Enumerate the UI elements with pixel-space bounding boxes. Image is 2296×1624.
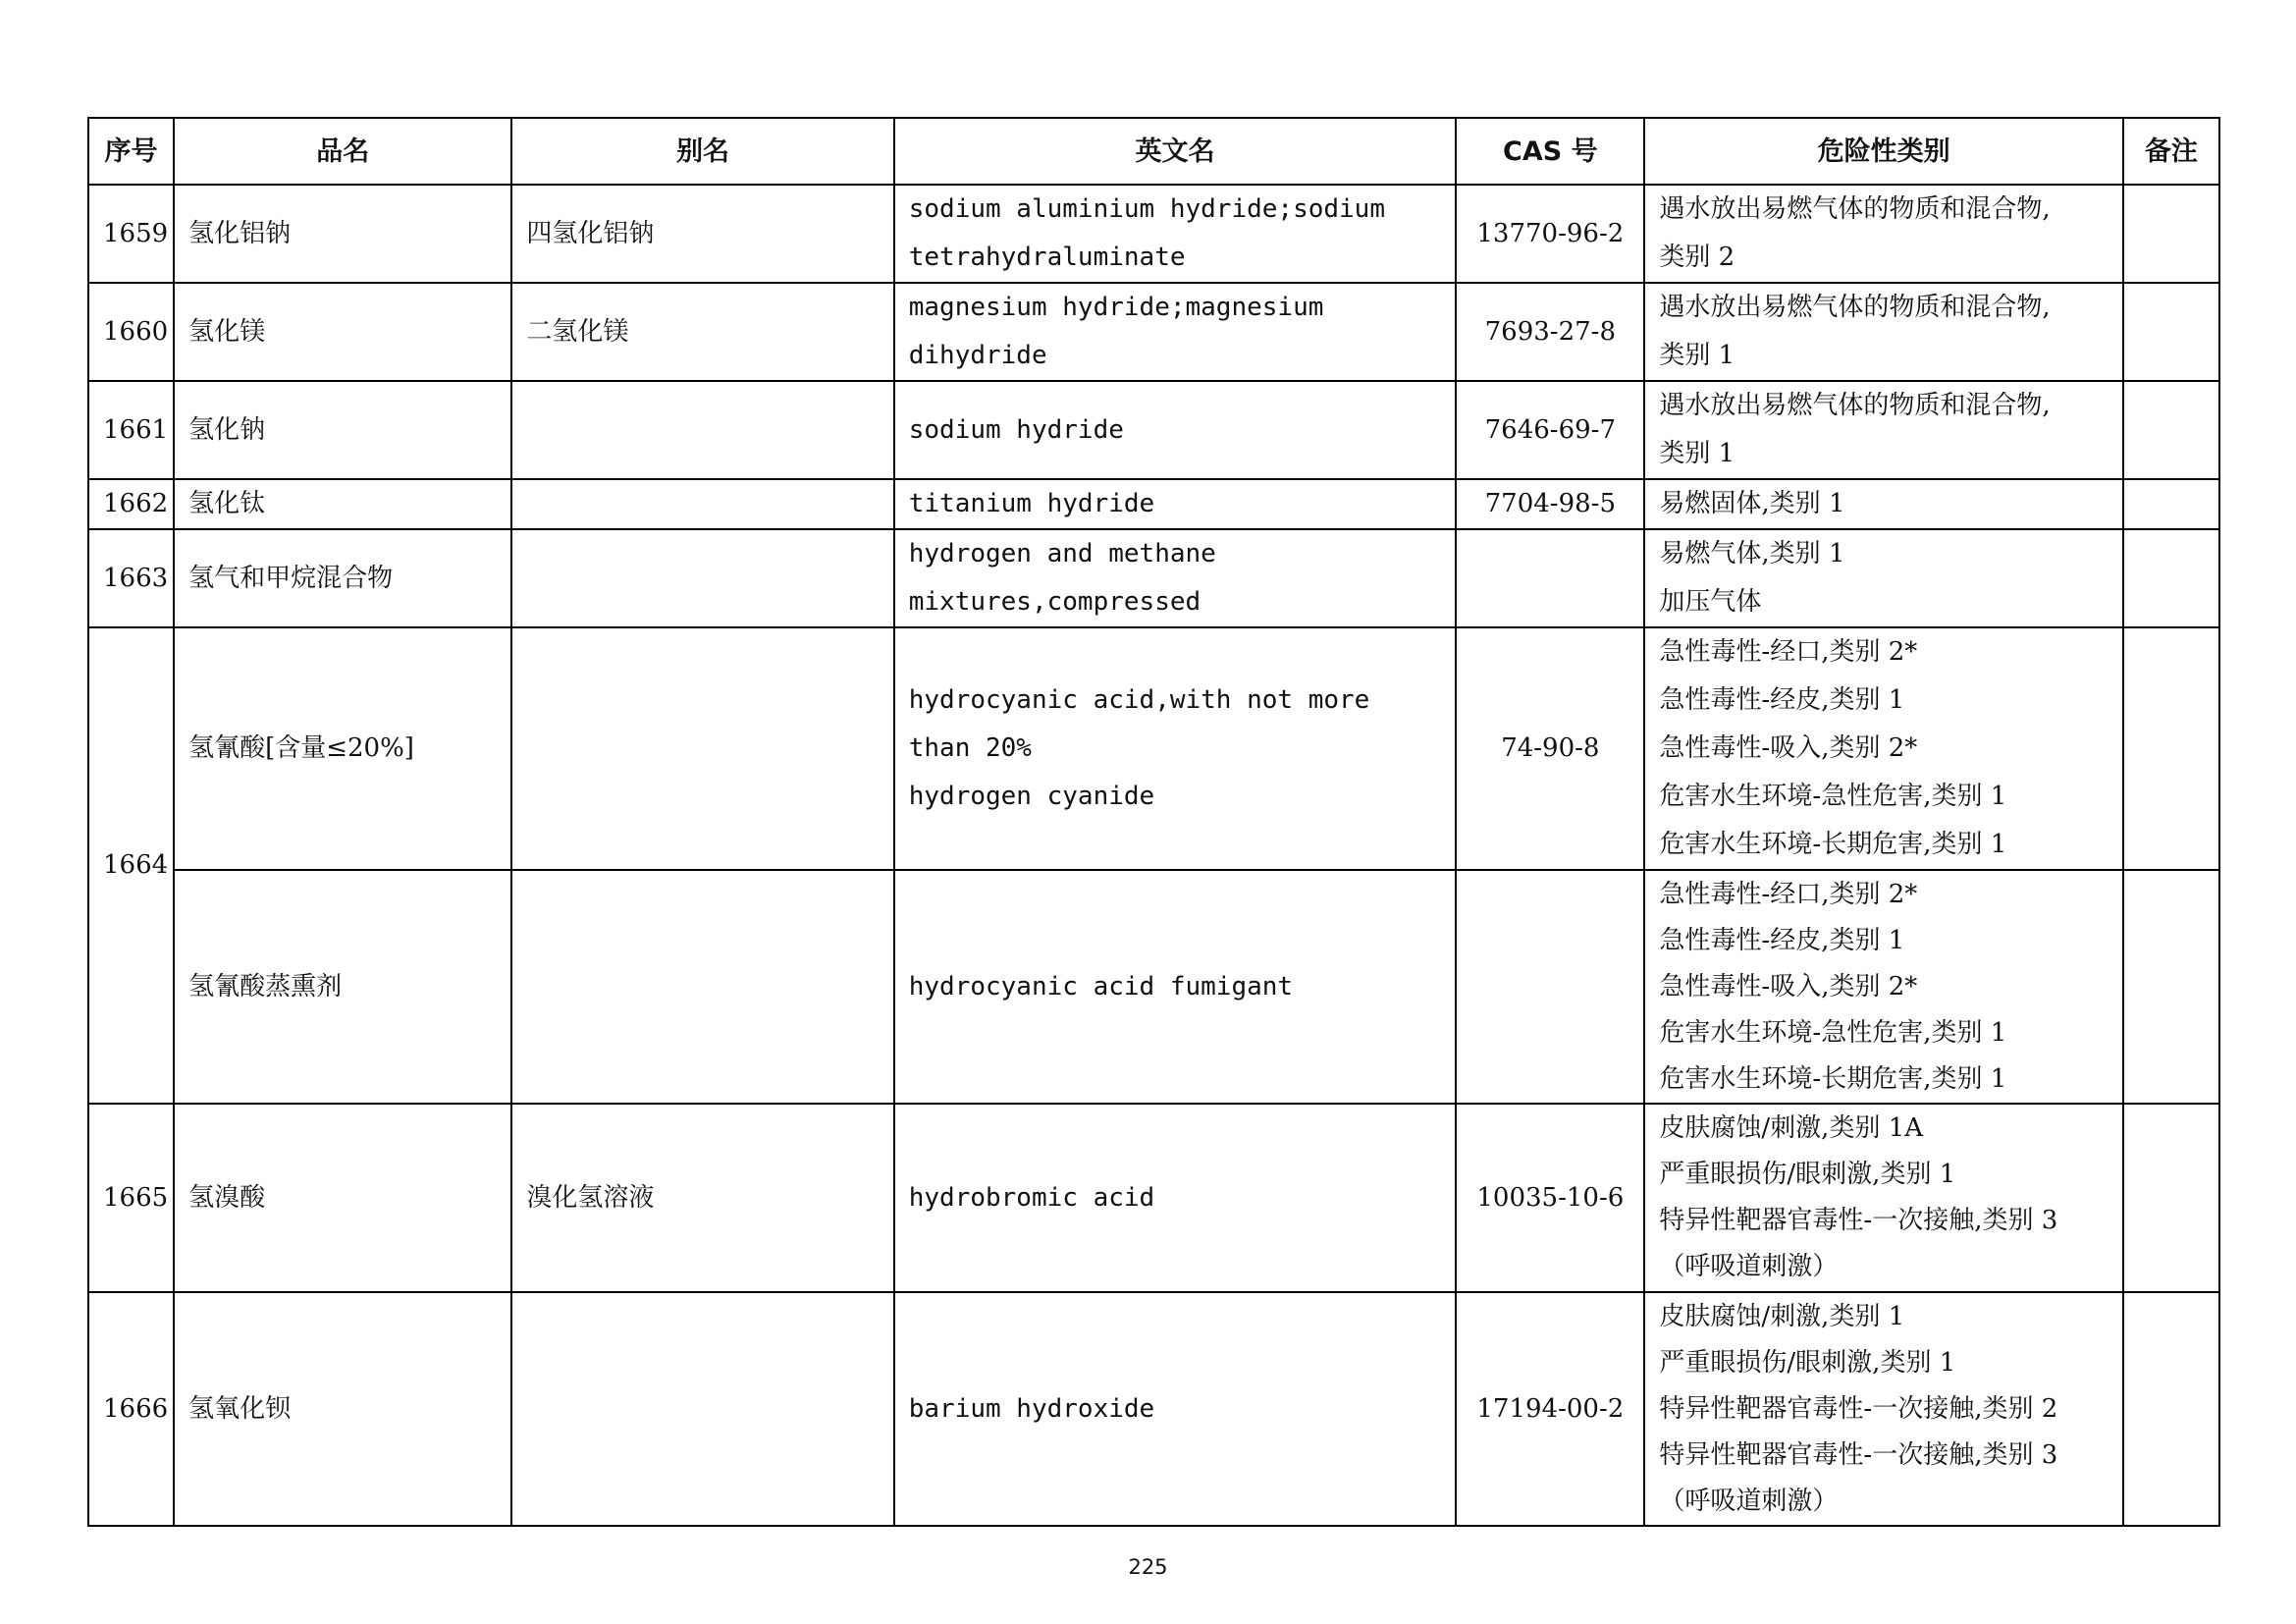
cell-alias bbox=[511, 529, 893, 627]
hazard-line: 急性毒性-吸入,类别 2* bbox=[1659, 971, 1918, 1001]
cell-english: hydrocyanic acid fumigant bbox=[894, 870, 1457, 1104]
cell-english: barium hydroxide bbox=[894, 1292, 1457, 1526]
cell-alias bbox=[511, 381, 893, 479]
cell-hazard bbox=[1644, 529, 2122, 627]
hazard-line: 急性毒性-经皮,类别 1 bbox=[1659, 685, 1905, 715]
hazard-line: 易燃气体,类别 1 bbox=[1659, 539, 1845, 568]
hazard-line: 危害水生环境-长期危害,类别 1 bbox=[1659, 1063, 2007, 1094]
cell-remark bbox=[2123, 627, 2219, 870]
cell-name: 氢氰酸蒸熏剂 bbox=[174, 870, 511, 1104]
hazard-line: （呼吸道刺激） bbox=[1659, 1252, 1839, 1281]
cell-no: 1666 bbox=[88, 1292, 174, 1526]
cell-english: sodium hydride bbox=[894, 381, 1457, 479]
hazard-line: 危害水生环境-急性危害,类别 1 bbox=[1659, 1017, 2007, 1048]
hazard-line: 皮肤腐蚀/刺激,类别 1 bbox=[1659, 1301, 1905, 1331]
hazard-line: 急性毒性-经口,类别 2* bbox=[1659, 879, 1918, 909]
table-row bbox=[88, 479, 2219, 529]
hazard-line: 类别 2 bbox=[1659, 243, 1735, 272]
table-row bbox=[88, 627, 2219, 870]
cell-hazard bbox=[1644, 870, 2122, 1104]
header-english: 英文名 bbox=[894, 118, 1457, 185]
cell-remark bbox=[2123, 185, 2219, 283]
hazard-line: 遇水放出易燃气体的物质和混合物, bbox=[1659, 194, 2051, 224]
cell-no: 1663 bbox=[88, 529, 174, 627]
table-row bbox=[88, 870, 2219, 1104]
header-row bbox=[88, 118, 2219, 185]
cell-cas: 10035-10-6 bbox=[1456, 1104, 1644, 1292]
hazard-line: 危害水生环境-长期危害,类别 1 bbox=[1659, 830, 2007, 859]
hazard-line: 特异性靶器官毒性-一次接触,类别 2 bbox=[1659, 1393, 2058, 1424]
cell-alias bbox=[511, 1292, 893, 1526]
cell-alias bbox=[511, 479, 893, 529]
hazard-line: 特异性靶器官毒性-一次接触,类别 3 bbox=[1659, 1206, 2058, 1235]
table-row bbox=[88, 283, 2219, 381]
cell-no: 1659 bbox=[88, 185, 174, 283]
cell-remark bbox=[2123, 283, 2219, 381]
cell-name: 氢化铝钠 bbox=[174, 185, 511, 283]
cell-hazard bbox=[1644, 283, 2122, 381]
cell-alias bbox=[511, 870, 893, 1104]
cell-hazard bbox=[1644, 627, 2122, 870]
cell-remark bbox=[2123, 381, 2219, 479]
header-remark: 备注 bbox=[2123, 118, 2219, 185]
hazard-line: 严重眼损伤/眼刺激,类别 1 bbox=[1659, 1347, 1956, 1378]
cell-name: 氢氧化钡 bbox=[174, 1292, 511, 1526]
header-alias: 别名 bbox=[511, 118, 893, 185]
cell-remark bbox=[2123, 479, 2219, 529]
hazard-line: 易燃固体,类别 1 bbox=[1659, 489, 1845, 518]
hazard-line: 遇水放出易燃气体的物质和混合物, bbox=[1659, 293, 2051, 322]
cell-cas: 17194-00-2 bbox=[1456, 1292, 1644, 1526]
table-row bbox=[88, 1104, 2219, 1292]
table-row bbox=[88, 529, 2219, 627]
cell-cas: 74-90-8 bbox=[1456, 627, 1644, 870]
hazard-line: 急性毒性-经口,类别 2* bbox=[1659, 637, 1918, 667]
cell-remark bbox=[2123, 529, 2219, 627]
english-line: tetrahydraluminate bbox=[908, 243, 1186, 272]
cell-cas: 7693-27-8 bbox=[1456, 283, 1644, 381]
cell-name: 氢化镁 bbox=[174, 283, 511, 381]
cell-cas: 7704-98-5 bbox=[1456, 479, 1644, 529]
cell-english: hydrobromic acid bbox=[894, 1104, 1457, 1292]
english-line: sodium aluminium hydride;sodium bbox=[908, 194, 1385, 224]
cell-no: 1660 bbox=[88, 283, 174, 381]
cell-hazard bbox=[1644, 1104, 2122, 1292]
table-row bbox=[88, 185, 2219, 283]
hazard-line: 类别 1 bbox=[1659, 341, 1735, 370]
cell-alias bbox=[511, 627, 893, 870]
hazard-line: 特异性靶器官毒性-一次接触,类别 3 bbox=[1659, 1439, 2058, 1470]
cell-alias: 四氢化铝钠 bbox=[511, 185, 893, 283]
cell-name: 氢气和甲烷混合物 bbox=[174, 529, 511, 627]
hazard-line: （呼吸道刺激） bbox=[1659, 1486, 1839, 1516]
cell-no: 1664 bbox=[88, 627, 174, 1104]
cell-english: titanium hydride bbox=[894, 479, 1457, 529]
header-hazard: 危险性类别 bbox=[1644, 118, 2122, 185]
hazard-line: 危害水生环境-急性危害,类别 1 bbox=[1659, 782, 2007, 811]
cell-cas: 13770-96-2 bbox=[1456, 185, 1644, 283]
hazard-line: 遇水放出易燃气体的物质和混合物, bbox=[1659, 391, 2051, 420]
hazard-line: 急性毒性-吸入,类别 2* bbox=[1659, 733, 1918, 763]
cell-hazard bbox=[1644, 185, 2122, 283]
hazard-line: 类别 1 bbox=[1659, 439, 1735, 468]
cell-name: 氢化钛 bbox=[174, 479, 511, 529]
table-row bbox=[88, 381, 2219, 479]
header-cas: CAS 号 bbox=[1456, 118, 1644, 185]
page-number: 225 bbox=[1128, 1555, 1168, 1579]
cell-name: 氢化钠 bbox=[174, 381, 511, 479]
cell-hazard bbox=[1644, 1292, 2122, 1526]
cell-english: hydrogen and methane mixtures,compressed bbox=[894, 529, 1457, 627]
cell-hazard bbox=[1644, 479, 2122, 529]
cell-name: 氢氰酸[含量≤20%] bbox=[174, 627, 511, 870]
hazard-line: 严重眼损伤/眼刺激,类别 1 bbox=[1659, 1160, 1956, 1189]
english-line: hydrocyanic acid,with not more than 20% bbox=[908, 685, 1370, 763]
cell-english: magnesium hydride;magnesium dihydride bbox=[894, 283, 1457, 381]
table-row bbox=[88, 1292, 2219, 1526]
cell-english bbox=[894, 185, 1457, 283]
header-no: 序号 bbox=[88, 118, 174, 185]
cell-no: 1661 bbox=[88, 381, 174, 479]
hazard-chemicals-table bbox=[87, 117, 2220, 1527]
cell-name: 氢溴酸 bbox=[174, 1104, 511, 1292]
cell-cas: 7646-69-7 bbox=[1456, 381, 1644, 479]
cell-alias: 溴化氢溶液 bbox=[511, 1104, 893, 1292]
cell-hazard bbox=[1644, 381, 2122, 479]
hazard-line: 皮肤腐蚀/刺激,类别 1A bbox=[1659, 1113, 1924, 1143]
cell-remark bbox=[2123, 870, 2219, 1104]
cell-remark bbox=[2123, 1292, 2219, 1526]
cell-alias: 二氢化镁 bbox=[511, 283, 893, 381]
cell-remark bbox=[2123, 1104, 2219, 1292]
cell-no: 1665 bbox=[88, 1104, 174, 1292]
cell-cas bbox=[1456, 870, 1644, 1104]
header-name: 品名 bbox=[174, 118, 511, 185]
hazard-line: 加压气体 bbox=[1659, 587, 1762, 617]
cell-cas bbox=[1456, 529, 1644, 627]
cell-english bbox=[894, 627, 1457, 870]
english-line: hydrogen cyanide bbox=[908, 782, 1155, 811]
cell-no: 1662 bbox=[88, 479, 174, 529]
hazard-line: 急性毒性-经皮,类别 1 bbox=[1659, 925, 1905, 955]
